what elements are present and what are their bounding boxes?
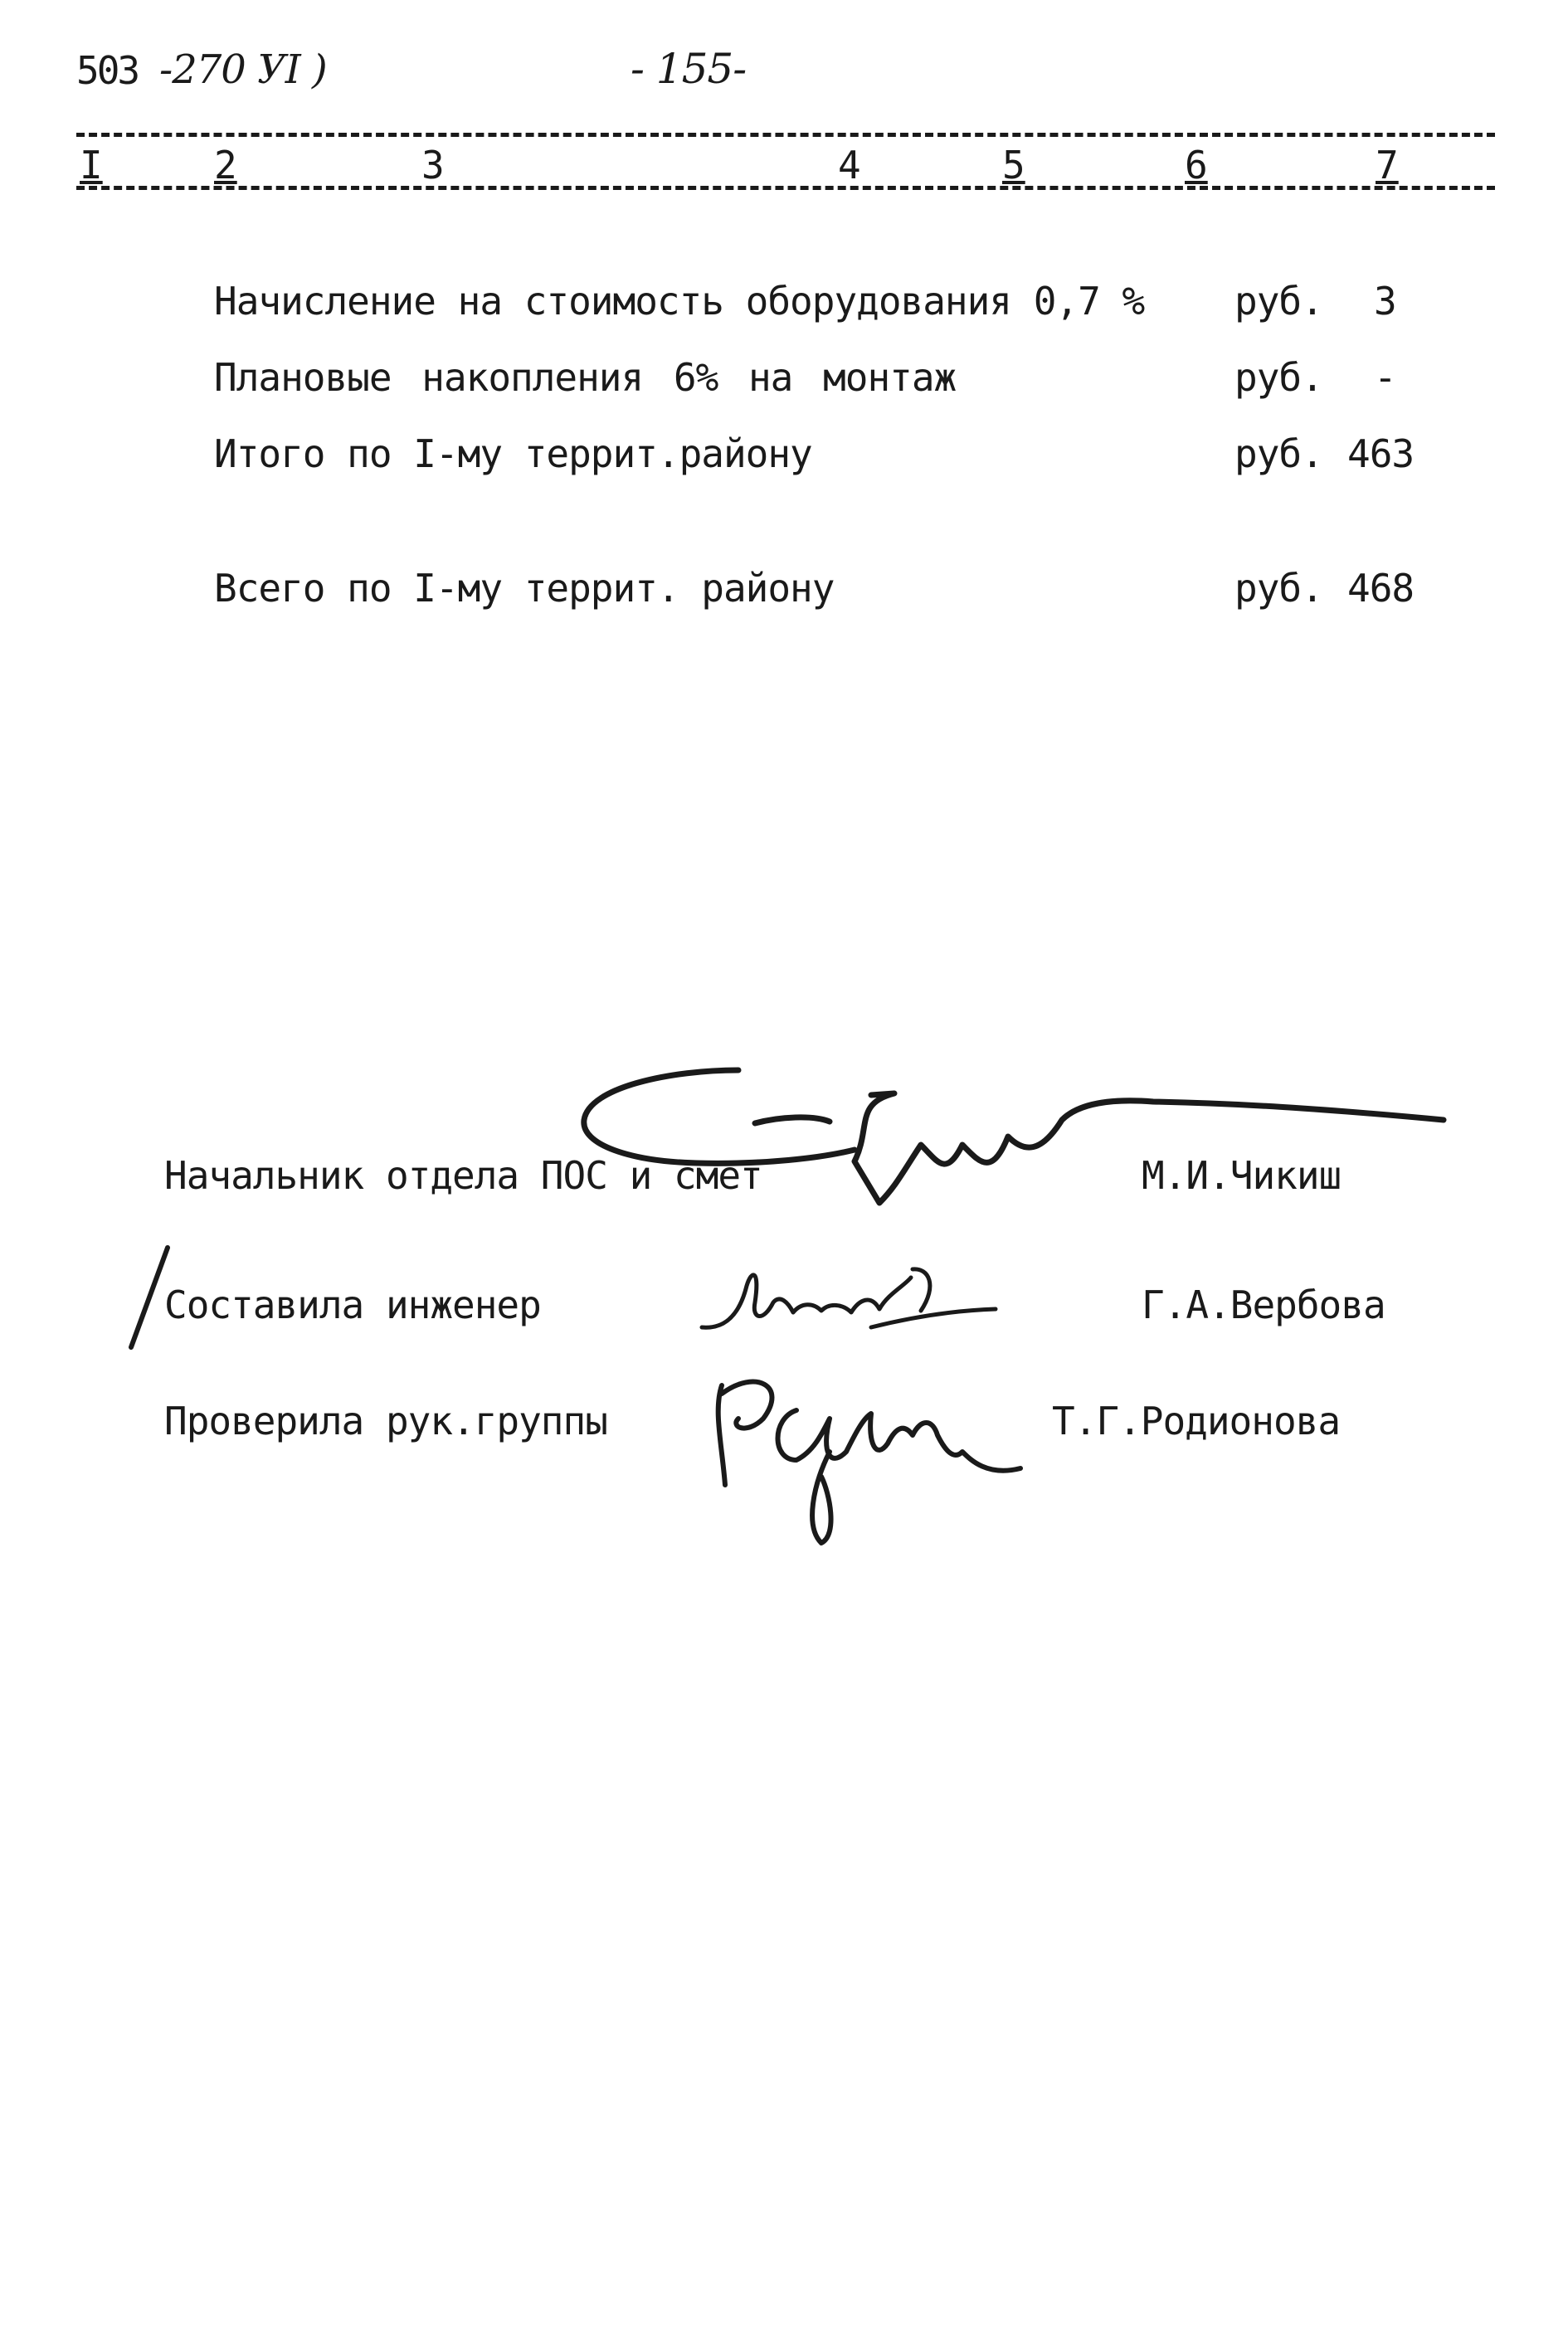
row-value: 463 [1347, 431, 1415, 476]
header-rule-top [76, 133, 1495, 137]
row-value: 3 [1374, 279, 1396, 324]
row-label: Итого по I-му террит.району [214, 431, 812, 476]
column-number: 7 [1376, 143, 1399, 187]
column-number: 6 [1185, 143, 1208, 187]
row-unit: руб. [1234, 279, 1323, 324]
row-label: Всего по I-му террит. району [214, 566, 835, 611]
handwritten-signature [697, 1253, 1012, 1360]
document-code: 503 [76, 48, 139, 93]
row-value: - [1374, 355, 1396, 400]
row-unit: руб. [1234, 431, 1323, 476]
row-unit: руб. [1234, 355, 1323, 400]
signature-role: Проверила рук.группы [164, 1399, 607, 1443]
signatory-name: Т.Г.Родионова [1052, 1399, 1341, 1443]
row-value: 468 [1347, 566, 1415, 611]
signatory-name: М.И.Чикиш [1142, 1153, 1342, 1198]
row-label: Начисление на стоимость оборудования 0,7 % [214, 279, 1145, 324]
signature-role: Составила инженер [164, 1283, 541, 1327]
signatory-name: Г.А.Вербова [1142, 1283, 1385, 1327]
row-label: Плановые накопления 6% на монтаж [214, 355, 957, 400]
column-number: I [80, 143, 103, 187]
column-number: 4 [838, 143, 861, 187]
column-number: 2 [214, 143, 237, 187]
document-code-handwritten: -270 УI ) [159, 46, 327, 93]
handwritten-signature [705, 1360, 1054, 1551]
page-number: - 155- [631, 45, 747, 93]
signature-role: Начальник отдела ПОС и смет [164, 1153, 762, 1198]
column-number: 3 [421, 143, 445, 187]
header-rule-bottom [76, 186, 1495, 190]
column-number: 5 [1002, 143, 1025, 187]
row-unit: руб. [1234, 566, 1323, 611]
